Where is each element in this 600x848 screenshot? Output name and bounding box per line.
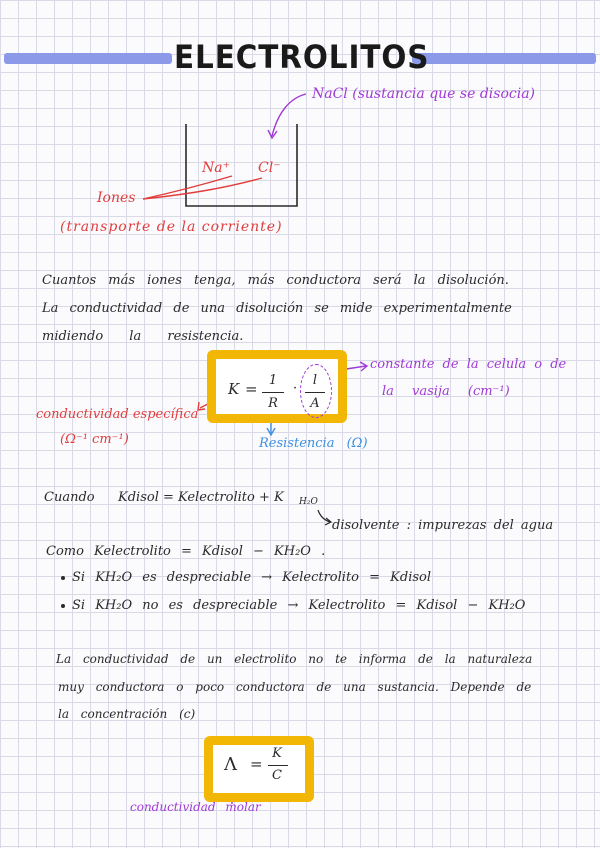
page-title: ELECTROLITOS xyxy=(174,38,430,76)
title-bar-right xyxy=(412,53,596,64)
paragraph1-line3: midiendo la resistencia. xyxy=(42,329,244,344)
formula1-den1: R xyxy=(268,396,278,411)
formula2-den: C xyxy=(272,768,282,783)
resistencia-label: Resistencia (Ω) xyxy=(259,436,368,451)
na-ion: Na⁺ xyxy=(202,160,230,176)
constante-line2: la vasija (cm⁻¹) xyxy=(382,384,510,399)
conductividad-especifica: conductividad específica xyxy=(36,407,199,422)
conductividad-units: (Ω⁻¹ cm⁻¹) xyxy=(60,432,129,447)
nacl-label: NaCl (sustancia que se disocia) xyxy=(312,86,536,102)
bullet2-dot xyxy=(61,604,65,608)
paragraph2-line3: la concentración (c) xyxy=(58,707,196,721)
cl-ion: Cl⁻ xyxy=(258,160,281,176)
bullet1-dot xyxy=(61,576,65,580)
constante-line1: constante de la celula o de xyxy=(370,357,567,372)
paragraph2-line1: La conductividad de un electrolito no te informa de la naturaleza xyxy=(56,652,533,666)
transporte-label: (transporte de la corriente) xyxy=(60,219,283,235)
formula1-k: K xyxy=(228,380,240,398)
paragraph1-line2: La conductividad de una disolución se mide experimentalmente xyxy=(42,301,512,316)
cuando-sub: H₂O xyxy=(299,497,318,507)
formula2-num: K xyxy=(272,746,282,761)
formula2-line xyxy=(268,765,288,766)
cuando-equation: Kdisol = Kelectrolito + K xyxy=(118,490,284,505)
formula2-eq: = xyxy=(250,755,263,773)
iones-label: Iones xyxy=(97,190,136,206)
formula1-line2 xyxy=(305,392,325,393)
formula1-line1 xyxy=(262,392,284,393)
disolvente-label: disolvente : impurezas del agua xyxy=(332,518,554,533)
cuando-label: Cuando xyxy=(44,490,95,505)
formula1-dot: · xyxy=(293,381,298,396)
como-line: Como Kelectrolito = Kdisol − KH₂O . xyxy=(46,544,326,559)
paragraph2-line2: muy conductora o poco conductora de una sustancia. Depende de xyxy=(58,680,532,694)
bullet1: Si KH₂O es despreciable → Kelectrolito = Kdisol xyxy=(72,570,432,585)
formula1-num1: 1 xyxy=(268,373,278,388)
formula2-lambda: Λ xyxy=(224,754,237,775)
conductividad-molar: conductividad molar xyxy=(130,800,261,814)
formula1-den2: A xyxy=(310,396,320,411)
formula1-num2: l xyxy=(312,373,318,388)
paragraph1-line1: Cuantos más iones tenga, más conductora será la disolución. xyxy=(42,273,509,288)
title-bar-left xyxy=(4,53,172,64)
formula1-eq: = xyxy=(245,380,258,398)
bullet2: Si KH₂O no es despreciable → Kelectrolito = Kdisol − KH₂O xyxy=(72,598,526,613)
